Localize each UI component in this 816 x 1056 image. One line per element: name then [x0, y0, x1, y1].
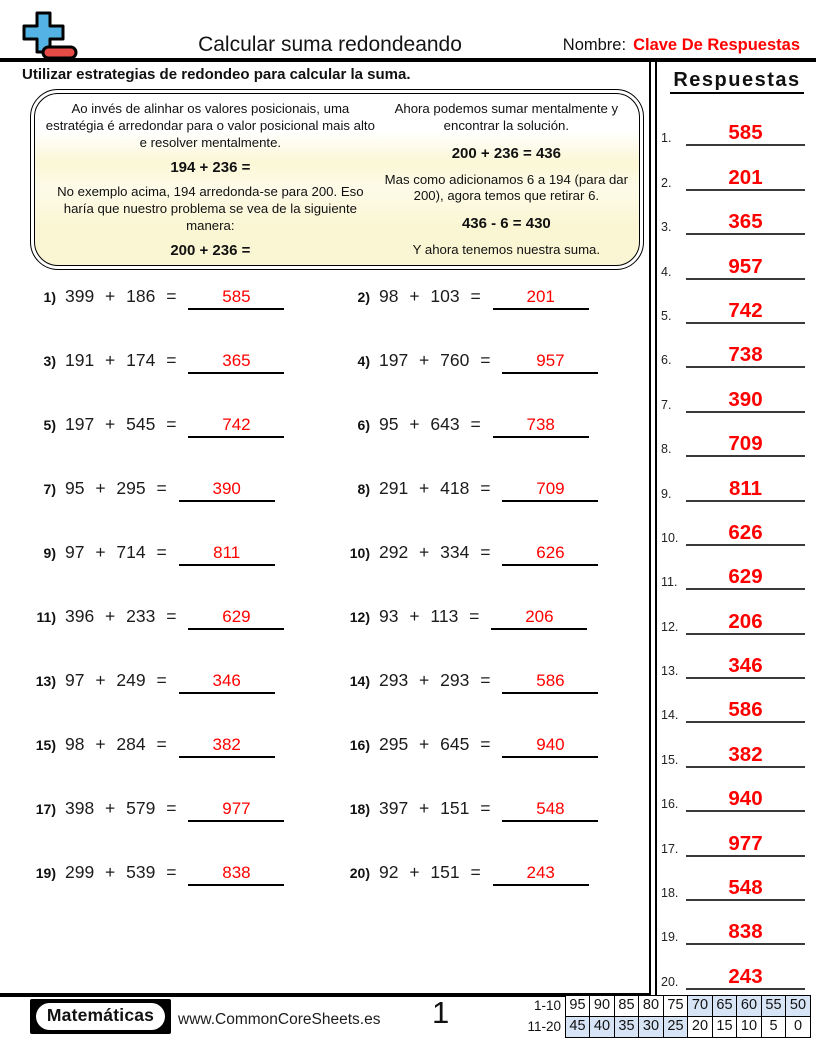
problem-item [342, 343, 650, 407]
score-cell: 80 [638, 995, 664, 1017]
score-cell: 55 [761, 995, 787, 1017]
explanation-left-column [45, 101, 384, 259]
problem-expression: 293 + 293 = [379, 670, 491, 690]
answer-item-line [686, 300, 805, 324]
answer-item-value: 346 [728, 654, 763, 678]
answer-list-item [661, 146, 808, 190]
name-row [563, 36, 800, 55]
answer-item-number: 19. [661, 930, 679, 945]
answer-item-value: 811 [728, 476, 763, 500]
answer-value: 957 [536, 351, 565, 370]
answer-blank [179, 479, 275, 502]
answer-item-number: 6. [661, 353, 672, 368]
answer-item-value: 709 [728, 432, 763, 456]
answer-value: 243 [526, 863, 555, 882]
problem-expression: 95 + 295 = [65, 478, 167, 498]
answer-item-line [686, 744, 805, 768]
answer-item-value: 382 [728, 742, 763, 766]
problem-expression: 292 + 334 = [379, 542, 491, 562]
answer-item-value: 243 [728, 964, 763, 988]
answer-item-number: 7. [661, 397, 672, 412]
explanation-paragraph: No exemplo acima, 194 arredonda-se para 200. Eso haría que nuestro problema se vea de la siguiente manera: [57, 183, 364, 233]
answer-item-line [686, 522, 805, 546]
answer-list-item [661, 945, 808, 989]
problem-expression: 197 + 760 = [379, 350, 491, 370]
answer-value: 742 [222, 415, 251, 434]
explanation-paragraph: Ahora podemos sumar mentalmente y encontrar la solución. [394, 101, 619, 133]
score-cell: 10 [736, 1016, 762, 1038]
problem-expression: 95 + 643 = [379, 414, 481, 434]
problem-item [342, 279, 650, 343]
answers-panel-title-text: Respuestas [670, 69, 803, 94]
answer-item-value: 585 [728, 121, 763, 145]
answer-item-number: 1. [661, 131, 672, 146]
answer-list-item [661, 324, 808, 368]
score-cell: 25 [663, 1016, 689, 1038]
answer-item-number: 3. [661, 220, 672, 235]
score-cell: 75 [663, 995, 689, 1017]
answer-blank [188, 607, 284, 630]
answer-blank [493, 287, 589, 310]
answer-blank [502, 351, 598, 374]
answer-item-line [686, 566, 805, 590]
problem-item [28, 599, 342, 663]
problem-expression: 399 + 186 = [65, 286, 177, 306]
answer-item-line [686, 966, 805, 990]
answer-value: 206 [525, 607, 554, 626]
problem-expression: 93 + 113 = [379, 606, 480, 626]
answer-value: 201 [526, 287, 555, 306]
explanation-paragraph: Y ahora tenemos nuestra suma. [412, 242, 601, 258]
answer-key-label: Clave De Respuestas [633, 36, 800, 54]
problem-expression: 396 + 233 = [65, 606, 177, 626]
answer-blank [179, 543, 275, 566]
answer-list-item [661, 857, 808, 901]
problem-number: 14) [349, 673, 370, 689]
answer-item-number: 12. [661, 619, 679, 634]
answer-list-item [661, 812, 808, 856]
score-table [524, 995, 811, 1038]
problem-expression: 98 + 103 = [379, 286, 481, 306]
answer-item-number: 11. [661, 575, 678, 590]
explanation-box [30, 89, 644, 270]
problem-number: 20) [349, 865, 370, 881]
answer-item-line [686, 167, 805, 191]
answer-item-number: 2. [661, 175, 672, 190]
answer-list-item [661, 635, 808, 679]
answer-value: 838 [222, 863, 251, 882]
problem-item [28, 663, 342, 727]
page-title: Calcular suma redondeando [198, 33, 462, 56]
problem-expression: 397 + 151 = [379, 798, 491, 818]
answers-list [661, 102, 808, 990]
problem-item [342, 407, 650, 471]
answer-item-number: 13. [661, 664, 679, 679]
answer-item-value: 548 [728, 876, 763, 900]
answer-item-value: 738 [728, 343, 763, 367]
score-cell: 5 [761, 1016, 787, 1038]
problem-item [342, 791, 650, 855]
answer-list-item [661, 768, 808, 812]
answer-blank [502, 799, 598, 822]
answer-blank [502, 543, 598, 566]
answer-value: 709 [536, 479, 565, 498]
answer-blank [188, 287, 284, 310]
answer-list-item [661, 590, 808, 634]
problem-expression: 299 + 539 = [65, 862, 177, 882]
answer-item-value: 201 [728, 165, 763, 189]
problems-grid [28, 279, 650, 919]
score-cell: 0 [785, 1016, 811, 1038]
problem-expression: 398 + 579 = [65, 798, 177, 818]
problem-item [28, 727, 342, 791]
problem-number: 17) [35, 801, 56, 817]
answer-item-number: 16. [661, 797, 679, 812]
answer-list-item [661, 280, 808, 324]
answer-blank [188, 863, 284, 886]
problem-item [342, 471, 650, 535]
answer-item-value: 629 [728, 565, 763, 589]
answer-item-line [686, 611, 805, 635]
answer-list-item [661, 502, 808, 546]
problem-expression: 97 + 249 = [65, 670, 167, 690]
problem-item [28, 471, 342, 535]
answer-value: 382 [212, 735, 241, 754]
answer-item-line [686, 788, 805, 812]
answer-item-value: 390 [728, 387, 763, 411]
score-cell: 70 [687, 995, 713, 1017]
answer-item-value: 365 [728, 210, 763, 234]
answer-value: 626 [536, 543, 565, 562]
answer-value: 977 [222, 799, 251, 818]
answer-blank [502, 735, 598, 758]
problem-item [342, 727, 650, 791]
answer-item-line [686, 877, 805, 901]
answer-value: 738 [526, 415, 555, 434]
problem-number: 6) [357, 417, 370, 433]
answer-item-value: 957 [728, 254, 763, 278]
answer-value: 586 [536, 671, 565, 690]
answer-blank [493, 863, 589, 886]
score-cell: 85 [614, 995, 640, 1017]
problem-number: 1) [43, 289, 56, 305]
score-cell: 35 [614, 1016, 640, 1038]
problem-item [342, 855, 650, 919]
answer-blank [502, 671, 598, 694]
sidebar-divider-inner [655, 62, 657, 995]
answer-blank [491, 607, 587, 630]
answer-item-number: 10. [661, 530, 679, 545]
score-cell: 60 [736, 995, 762, 1017]
answer-item-number: 15. [661, 752, 679, 767]
answer-blank [188, 415, 284, 438]
answer-item-number: 8. [661, 442, 672, 457]
answer-value: 365 [222, 351, 251, 370]
brand-badge [30, 999, 171, 1034]
problem-number: 13) [35, 673, 56, 689]
answer-value: 811 [213, 543, 241, 562]
problem-item [28, 279, 342, 343]
problem-expression: 98 + 284 = [65, 734, 167, 754]
answer-value: 548 [536, 799, 565, 818]
score-range-label: 1-10 [533, 998, 561, 1013]
answer-item-number: 14. [661, 708, 679, 723]
answer-item-line [686, 433, 805, 457]
problem-number: 8) [357, 481, 370, 497]
problem-expression: 197 + 545 = [65, 414, 177, 434]
score-cell: 40 [589, 1016, 615, 1038]
score-table-row [524, 995, 811, 1017]
problem-expression: 92 + 151 = [379, 862, 481, 882]
answer-list-item [661, 235, 808, 279]
explanation-right-column [384, 101, 629, 259]
problem-number: 4) [357, 353, 370, 369]
answer-item-value: 838 [728, 920, 763, 944]
score-table-row [524, 1016, 811, 1038]
score-cell: 90 [589, 995, 615, 1017]
score-cell: 65 [712, 995, 738, 1017]
sidebar-divider-outer [649, 62, 651, 995]
score-cell: 95 [565, 995, 591, 1017]
answer-item-line [686, 921, 805, 945]
answer-list-item [661, 901, 808, 945]
score-cell: 20 [687, 1016, 713, 1038]
header-divider [0, 58, 816, 62]
problem-number: 11) [36, 609, 56, 625]
problem-expression: 295 + 645 = [379, 734, 491, 754]
problem-number: 9) [43, 545, 56, 561]
answer-item-line [686, 699, 805, 723]
score-cell: 50 [785, 995, 811, 1017]
answer-item-line [686, 389, 805, 413]
example-equation: 200 + 236 = 436 [451, 144, 561, 162]
problem-number: 18) [349, 801, 370, 817]
answer-item-value: 977 [728, 831, 763, 855]
answer-item-line [686, 833, 805, 857]
answer-item-line [686, 211, 805, 235]
answer-blank [502, 479, 598, 502]
answers-panel-title [658, 69, 816, 92]
answer-value: 390 [212, 479, 241, 498]
example-equation: 436 - 6 = 430 [461, 215, 551, 233]
instruction-text: Utilizar estrategias de redondeo para calcular la suma. [22, 66, 411, 83]
answer-item-line [686, 122, 805, 146]
name-label: Nombre: [562, 36, 627, 54]
answer-blank [188, 799, 284, 822]
problem-number: 16) [349, 737, 370, 753]
problem-number: 5) [43, 417, 56, 433]
answer-value: 346 [212, 671, 241, 690]
problem-item [28, 343, 342, 407]
example-equation: 200 + 236 = [170, 241, 251, 259]
answer-item-line [686, 655, 805, 679]
answer-blank [179, 671, 275, 694]
answer-list-item [661, 546, 808, 590]
explanation-paragraph: Mas como adicionamos 6 a 194 (para dar 200), agora temos que retirar 6. [384, 171, 629, 204]
answer-list-item [661, 191, 808, 235]
answer-list-item [661, 368, 808, 412]
answer-item-line [686, 256, 805, 280]
brand-name: Matemáticas [36, 1003, 165, 1030]
answer-item-value: 206 [728, 609, 763, 633]
score-range-label: 11-20 [527, 1018, 561, 1034]
answer-item-value: 586 [728, 698, 763, 722]
problem-expression: 191 + 174 = [65, 350, 177, 370]
answer-list-item [661, 413, 808, 457]
problem-item [28, 855, 342, 919]
problem-item [342, 599, 650, 663]
problem-expression: 291 + 418 = [379, 478, 491, 498]
answer-item-number: 4. [661, 264, 672, 279]
score-cell: 15 [712, 1016, 738, 1038]
answer-value: 940 [536, 735, 565, 754]
answer-item-number: 9. [661, 486, 672, 501]
answer-list-item [661, 457, 808, 501]
problem-item [28, 535, 342, 599]
problem-expression: 97 + 714 = [65, 542, 167, 562]
answer-value: 629 [222, 607, 251, 626]
explanation-box-inner [34, 93, 640, 266]
page-number: 1 [432, 995, 450, 1030]
problem-number: 7) [43, 481, 56, 497]
answer-item-number: 5. [661, 308, 672, 323]
answer-item-value: 940 [728, 787, 763, 811]
answer-item-value: 626 [728, 520, 763, 544]
answer-item-line [686, 478, 805, 502]
answer-item-number: 17. [661, 841, 679, 856]
answer-list-item [661, 102, 808, 146]
score-cell: 30 [638, 1016, 664, 1038]
problem-number: 10) [349, 545, 370, 561]
website-url: www.CommonCoreSheets.es [178, 1011, 381, 1028]
answer-list-item [661, 723, 808, 767]
example-equation: 194 + 236 = [170, 159, 251, 177]
problem-item [28, 791, 342, 855]
problem-number: 3) [43, 353, 56, 369]
answer-item-number: 20. [661, 974, 679, 989]
answer-blank [188, 351, 284, 374]
problem-number: 2) [357, 289, 370, 305]
answer-list-item [661, 679, 808, 723]
answer-blank [493, 415, 589, 438]
answer-item-line [686, 344, 805, 368]
answer-item-value: 742 [728, 298, 763, 322]
problem-number: 12) [349, 609, 370, 625]
answer-value: 585 [222, 287, 251, 306]
problem-number: 19) [35, 865, 56, 881]
score-cell: 45 [565, 1016, 591, 1038]
problem-item [342, 535, 650, 599]
problem-item [342, 663, 650, 727]
answer-blank [179, 735, 275, 758]
answer-item-number: 18. [661, 886, 679, 901]
explanation-paragraph: Ao invés de alinhar os valores posicionais, uma estratégia é arredondar para o valor posicional mais alto e resolver mentalmente. [45, 101, 375, 150]
problem-item [28, 407, 342, 471]
problem-number: 15) [35, 737, 56, 753]
